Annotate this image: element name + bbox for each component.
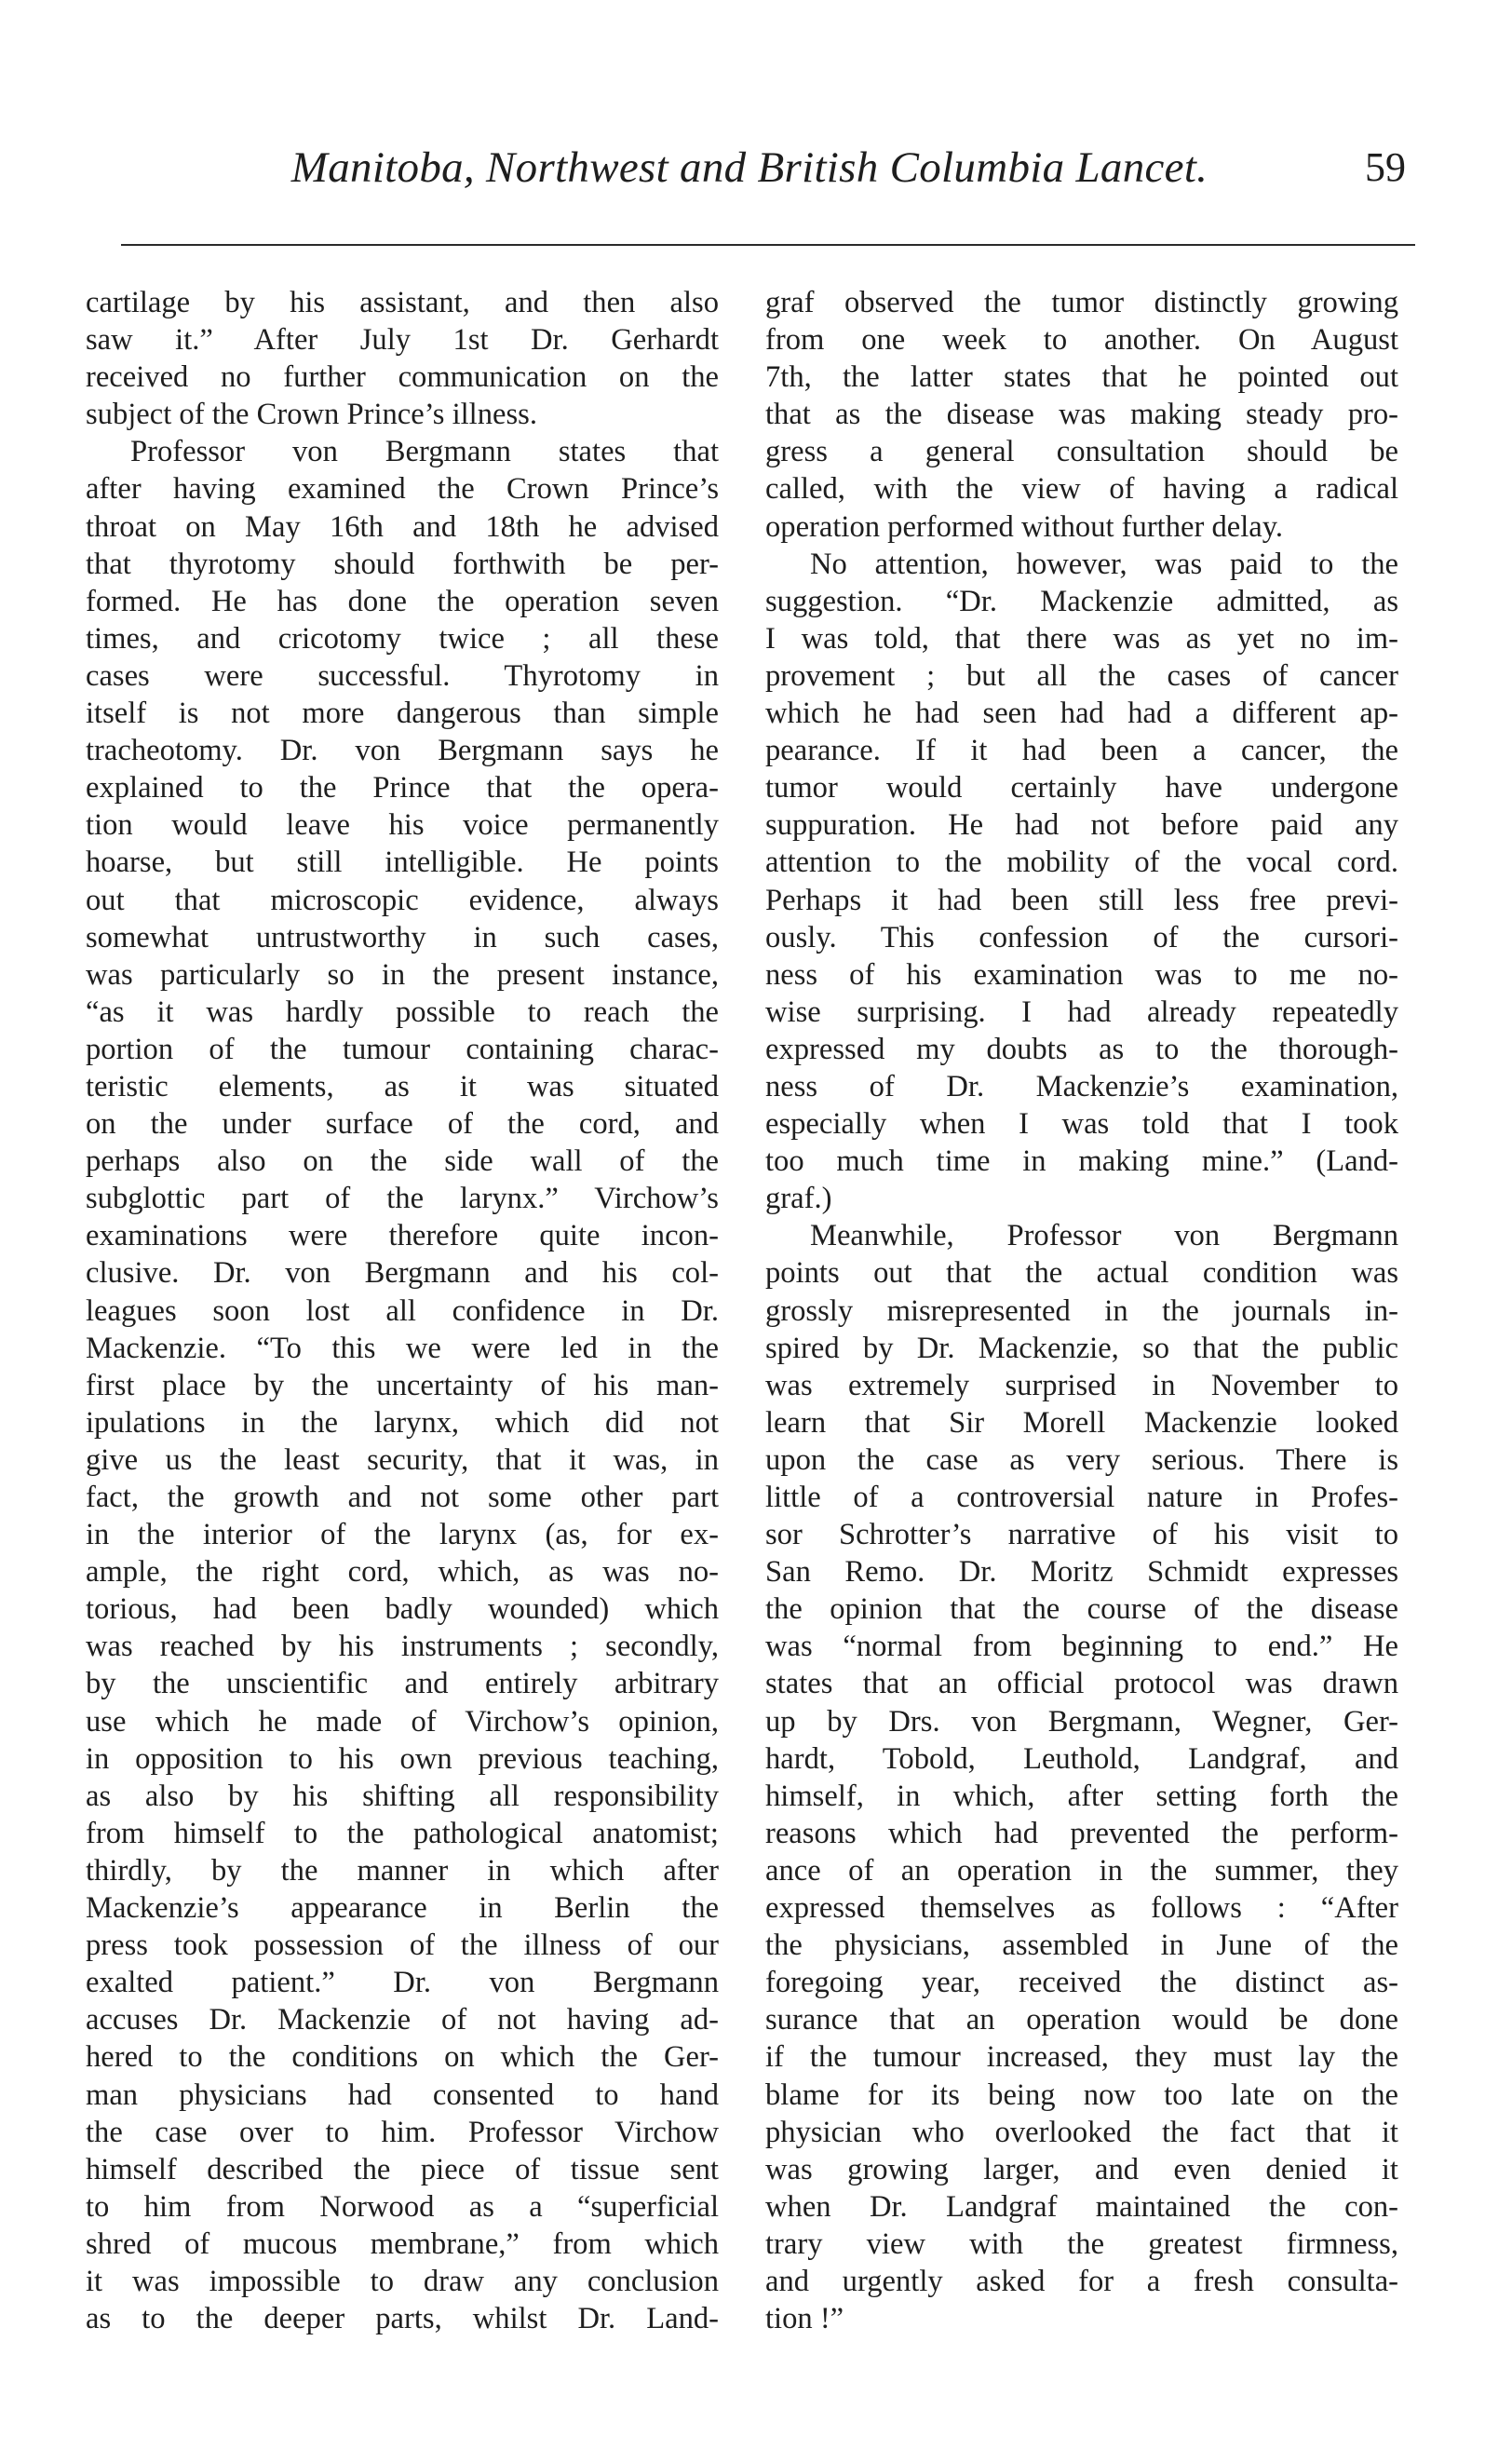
text-line: subglottic part of the larynx.” Virchow’s xyxy=(86,1182,719,1216)
page-number: 59 xyxy=(1365,144,1406,190)
text-line: foregoing year, received the distinct as- xyxy=(765,1966,1398,2000)
text-line: operation performed without further delay. xyxy=(765,509,1284,544)
text-line: especially when I was told that I took xyxy=(765,1107,1398,1142)
text-line: little of a controversial nature in Profes- xyxy=(765,1481,1398,1514)
text-line: too much time in making mine.” (Land- xyxy=(765,1144,1398,1179)
text-line: by the unscientific and entirely arbitrary xyxy=(86,1667,719,1701)
text-line: was reached by his instruments ; secondly, xyxy=(86,1630,719,1664)
text-line: graf.) xyxy=(765,1182,832,1216)
text-line: throat on May 16th and 18th he advised xyxy=(86,509,719,544)
page-header xyxy=(168,130,1406,205)
text-line: blame for its being now too late on the xyxy=(765,2077,1398,2112)
text-line: himself, in which, after setting forth the xyxy=(765,1779,1398,1813)
text-line: hardt, Tobold, Leuthold, Landgraf, and xyxy=(765,1741,1398,1776)
text-line: physician who overlooked the fact that it xyxy=(765,2115,1398,2149)
text-line: hoarse, but still intelligible. He points xyxy=(86,846,719,880)
text-line: cases were successful. Thyrotomy in xyxy=(86,658,719,693)
text-line: which he had seen had had a different ap- xyxy=(765,697,1398,731)
text-line: learn that Sir Morell Mackenzie looked xyxy=(765,1405,1398,1440)
text-line: perhaps also on the side wall of the xyxy=(86,1144,719,1179)
text-line: out that microscopic evidence, always xyxy=(86,883,719,917)
text-line: suggestion. “Dr. Mackenzie admitted, as xyxy=(765,584,1398,618)
text-line: “as it was hardly possible to reach the xyxy=(86,995,719,1029)
text-line: tumor would certainly have undergone xyxy=(765,771,1398,805)
text-line: the case over to him. Professor Virchow xyxy=(86,2115,719,2149)
text-line: ance of an operation in the summer, they xyxy=(765,1853,1398,1888)
text-line: shred of mucous membrane,” from which xyxy=(86,2226,719,2261)
text-line: Mackenzie. “To this we were led in the xyxy=(86,1331,719,1365)
left-column xyxy=(86,284,719,2337)
text-line: from one week to another. On August xyxy=(765,323,1398,358)
text-line: sor Schrotter’s narrative of his visit to xyxy=(765,1518,1398,1552)
text-line: points out that the actual condition was xyxy=(765,1256,1398,1291)
text-line: that thyrotomy should forthwith be per- xyxy=(86,547,719,581)
text-line: suppuration. He had not before paid any xyxy=(765,808,1398,843)
text-line: as also by his shifting all responsibility xyxy=(86,1779,719,1813)
text-line: No attention, however, was paid to the xyxy=(810,547,1398,581)
text-line: reasons which had prevented the perform- xyxy=(765,1816,1398,1850)
text-line: formed. He has done the operation seven xyxy=(86,584,719,618)
text-line: after having examined the Crown Prince’s xyxy=(86,472,719,507)
text-line: tracheotomy. Dr. von Bergmann says he xyxy=(86,734,719,768)
text-line: and urgently asked for a fresh consulta- xyxy=(765,2264,1398,2298)
text-line: torious, had been badly wounded) which xyxy=(86,1592,719,1627)
text-line: times, and cricotomy twice ; all these xyxy=(86,621,719,656)
text-line: hered to the conditions on which the Ger- xyxy=(86,2040,719,2075)
text-line: up by Drs. von Bergmann, Wegner, Ger- xyxy=(765,1704,1398,1739)
text-line: as to the deeper parts, whilst Dr. Land- xyxy=(86,2302,719,2336)
text-line: exalted patient.” Dr. von Bergmann xyxy=(86,1966,719,2000)
text-line: San Remo. Dr. Moritz Schmidt expresses xyxy=(765,1555,1398,1590)
text-line: give us the least security, that it was, in xyxy=(86,1442,719,1477)
text-line: itself is not more dangerous than simple xyxy=(86,697,719,731)
text-line: wise surprising. I had already repeatedly xyxy=(765,995,1398,1029)
text-line: the opinion that the course of the disease xyxy=(765,1592,1398,1627)
text-line: first place by the uncertainty of his man- xyxy=(86,1368,719,1402)
text-line: I was told, that there was as yet no im- xyxy=(765,621,1398,656)
text-line: gress a general consultation should be xyxy=(765,435,1398,469)
text-line: tion !” xyxy=(765,2302,844,2336)
text-line: in the interior of the larynx (as, for ex- xyxy=(86,1518,719,1552)
text-line: to him from Norwood as a “superficial xyxy=(86,2189,719,2224)
header-rule xyxy=(121,244,1415,246)
text-line: Mackenzie’s appearance in Berlin the xyxy=(86,1891,719,1926)
text-line: called, with the view of having a radical xyxy=(765,472,1398,507)
text-line: 7th, the latter states that he pointed out xyxy=(765,360,1398,395)
text-line: that as the disease was making steady pro- xyxy=(765,398,1398,432)
text-line: fact, the growth and not some other part xyxy=(86,1481,719,1514)
text-line: ously. This confession of the cursori- xyxy=(765,920,1398,954)
text-line: use which he made of Virchow’s opinion, xyxy=(86,1704,719,1739)
text-line: expressed my doubts as to the thorough- xyxy=(765,1032,1398,1066)
text-line: was particularly so in the present instance, xyxy=(86,957,719,992)
right-column xyxy=(765,284,1398,2337)
text-line: on the under surface of the cord, and xyxy=(86,1107,719,1142)
text-line: attention to the mobility of the vocal cord. xyxy=(765,846,1398,880)
text-line: the physicians, assembled in June of the xyxy=(765,1928,1398,1963)
text-line: in opposition to his own previous teaching, xyxy=(86,1741,719,1776)
text-line: grossly misrepresented in the journals in- xyxy=(765,1293,1398,1328)
text-line: from himself to the pathological anatomist; xyxy=(86,1816,719,1850)
text-line: accuses Dr. Mackenzie of not having ad- xyxy=(86,2003,719,2037)
text-line: portion of the tumour containing charac- xyxy=(86,1032,719,1066)
text-line: pearance. If it had been a cancer, the xyxy=(765,734,1398,768)
text-line: when Dr. Landgraf maintained the con- xyxy=(765,2189,1398,2224)
text-line: ness of Dr. Mackenzie’s examination, xyxy=(765,1069,1398,1103)
text-line: himself described the piece of tissue sent xyxy=(86,2152,719,2186)
text-line: trary view with the greatest firmness, xyxy=(765,2226,1398,2261)
text-line: thirdly, by the manner in which after xyxy=(86,1853,719,1888)
text-line: provement ; but all the cases of cancer xyxy=(765,658,1398,693)
text-line: Meanwhile, Professor von Bergmann xyxy=(810,1219,1398,1253)
running-title: Manitoba, Northwest and British Columbia Lancet. xyxy=(290,143,1208,192)
text-line: surance that an operation would be done xyxy=(765,2003,1398,2037)
text-line: leagues soon lost all confidence in Dr. xyxy=(86,1293,719,1328)
text-line: tion would leave his voice permanently xyxy=(86,808,719,843)
text-line: Perhaps it had been still less free previ- xyxy=(765,883,1398,917)
text-line: received no further communication on the xyxy=(86,360,719,395)
text-line: it was impossible to draw any conclusion xyxy=(86,2264,719,2298)
text-line: explained to the Prince that the opera- xyxy=(86,771,719,805)
text-line: was growing larger, and even denied it xyxy=(765,2152,1398,2186)
text-line: ipulations in the larynx, which did not xyxy=(86,1405,719,1440)
text-line: upon the case as very serious. There is xyxy=(765,1442,1398,1477)
text-line: graf observed the tumor distinctly growing xyxy=(765,286,1398,319)
text-line: states that an official protocol was drawn xyxy=(765,1667,1398,1701)
text-line: clusive. Dr. von Bergmann and his col- xyxy=(86,1256,719,1291)
text-line: teristic elements, as it was situated xyxy=(86,1069,719,1103)
text-line: press took possession of the illness of our xyxy=(86,1928,719,1963)
text-line: expressed themselves as follows : “After xyxy=(765,1891,1398,1926)
text-line: man physicians had consented to hand xyxy=(86,2077,719,2112)
text-line: subject of the Crown Prince’s illness. xyxy=(86,398,537,432)
text-line: spired by Dr. Mackenzie, so that the public xyxy=(765,1331,1398,1365)
text-line: ample, the right cord, which, as was no- xyxy=(86,1555,719,1590)
text-line: was “normal from beginning to end.” He xyxy=(765,1630,1398,1664)
text-line: examinations were therefore quite incon- xyxy=(86,1219,719,1253)
text-line: Professor von Bergmann states that xyxy=(130,435,719,469)
text-line: saw it.” After July 1st Dr. Gerhardt xyxy=(86,323,719,358)
text-line: if the tumour increased, they must lay the xyxy=(765,2040,1398,2075)
text-line: was extremely surprised in November to xyxy=(765,1368,1398,1402)
text-line: ness of his examination was to me no- xyxy=(765,957,1398,992)
text-line: somewhat untrustworthy in such cases, xyxy=(86,920,719,954)
text-line: cartilage by his assistant, and then also xyxy=(86,286,719,319)
